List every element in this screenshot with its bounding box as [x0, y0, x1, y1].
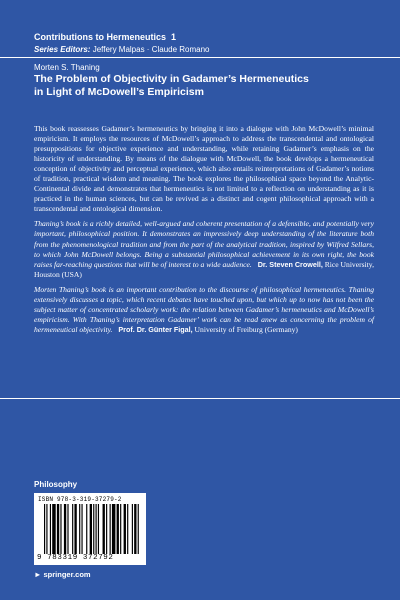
- review-2-reviewer: Prof. Dr. Günter Figal,: [118, 324, 193, 334]
- author-name: Morten S. Thaning: [34, 63, 100, 72]
- barcode-bar: [60, 504, 61, 554]
- review-1-quote: Thaning’s book is a richly detailed, well-argued and coherent presentation of a defensible, and potentially very important, philosophical position. It demonstrates an impressively deep understanding of the literature both from the phenomenological tradition and from the part of the analytical tradition, inspired by Wilfred Sellars, to which John McDowell belongs. Being a substantial philosophical achievement in its own right, the book raises far-reaching questions that will be of interest to a wide audience.: [34, 219, 374, 269]
- top-divider: [0, 57, 400, 58]
- barcode-bar: [74, 504, 76, 554]
- barcode-bar: [67, 504, 68, 554]
- barcode-bar: [132, 504, 133, 554]
- book-title-line-1: The Problem of Objectivity in Gadamer’s Hermeneutics: [34, 73, 309, 85]
- barcode-bar: [90, 504, 92, 554]
- barcode-bar: [81, 504, 82, 554]
- barcode-icon: [44, 504, 140, 554]
- review-1: [34, 219, 374, 279]
- barcode-bar: [134, 504, 136, 554]
- barcode-bar: [112, 504, 116, 554]
- series-name: Contributions to Hermeneutics: [34, 32, 167, 42]
- review-1-reviewer: Dr. Steven Crowell,: [257, 259, 323, 269]
- barcode-bar: [44, 504, 45, 554]
- barcode-bar: [79, 504, 80, 554]
- barcode-bar: [93, 504, 94, 554]
- barcode-bar: [86, 504, 87, 554]
- series-editors: [34, 44, 210, 55]
- ean-number: 9 783319 372792: [37, 554, 114, 562]
- bottom-divider: [0, 398, 400, 399]
- series-heading: [34, 31, 176, 43]
- barcode-bar: [124, 504, 126, 554]
- barcode-bar: [64, 504, 66, 554]
- barcode-bar: [46, 504, 47, 554]
- subject-label: Philosophy: [34, 480, 78, 489]
- barcode-bar: [138, 504, 139, 554]
- barcode-bar: [52, 504, 56, 554]
- review-2-quote: Morten Thaning’s book is an important contribution to the discourse of philosophical hermeneutics. Thaning extensively discusses a topic, which recent debates have touched upon, but which up to now has not been the subject matter of concentrated scholarly work: the relation between Gadamer’s hermeneutics and McDowell’s empiricism. With Thaning’s interpretation Gadamer’ work can be read anew as concerning the problem of hermeneutical objectivity.: [34, 284, 374, 334]
- isbn-number: ISBN 978-3-319-37279-2: [38, 496, 122, 503]
- barcode-bar: [110, 504, 111, 554]
- review-2: [34, 285, 374, 335]
- barcode-bar: [72, 504, 73, 554]
- barcode-bar: [117, 504, 119, 554]
- book-title-line-2: in Light of McDowell’s Empiricism: [34, 86, 204, 98]
- barcode-bar: [120, 504, 121, 554]
- barcode-bar: [106, 504, 107, 554]
- book-description: This book reassesses Gadamer’s hermeneutics by bringing it into a dialogue with John McDowell’s minimal empiricism. It employs the resources of McDowell’s approach to address the transcendental and ontological presuppositions for objective experience and understanding, while retaining Gadamer’s emphasis on the historicity of understanding. By means of the dialogue with McDowell, the book develops a hermeneutical conception of objectivity and perceptual experience, which also entails reinterpretations of Gadamer’s notions of tradition, practical wisdom and meaning. The book explores the philosophical space beyond the Analytic-Continental divide and demonstrates that hermeneutics is not limited to a reflection on understanding as it is practiced in the human sciences, but can be revived as a distinct and cogent philosophical approach with a transcendental and ontological dimension.: [34, 124, 374, 214]
- book-title: [34, 73, 374, 99]
- barcode-bar: [103, 504, 105, 554]
- barcode-panel: [34, 493, 146, 565]
- publisher-link[interactable]: ► springer.com: [34, 570, 91, 579]
- series-editors-label: Series Editors:: [34, 45, 91, 54]
- barcode-bar: [57, 504, 59, 554]
- barcode-bar: [127, 504, 128, 554]
- back-cover-text: [34, 124, 374, 340]
- review-1-affiliation: Rice University, Houston (USA): [34, 259, 374, 279]
- barcode-bar: [50, 504, 51, 554]
- series-editors-names: Jeffery Malpas · Claude Romano: [92, 45, 210, 54]
- review-2-affiliation: University of Freiburg (Germany): [194, 324, 298, 334]
- barcode-bar: [96, 504, 97, 554]
- series-number: 1: [171, 32, 177, 42]
- barcode-bar: [98, 504, 99, 554]
